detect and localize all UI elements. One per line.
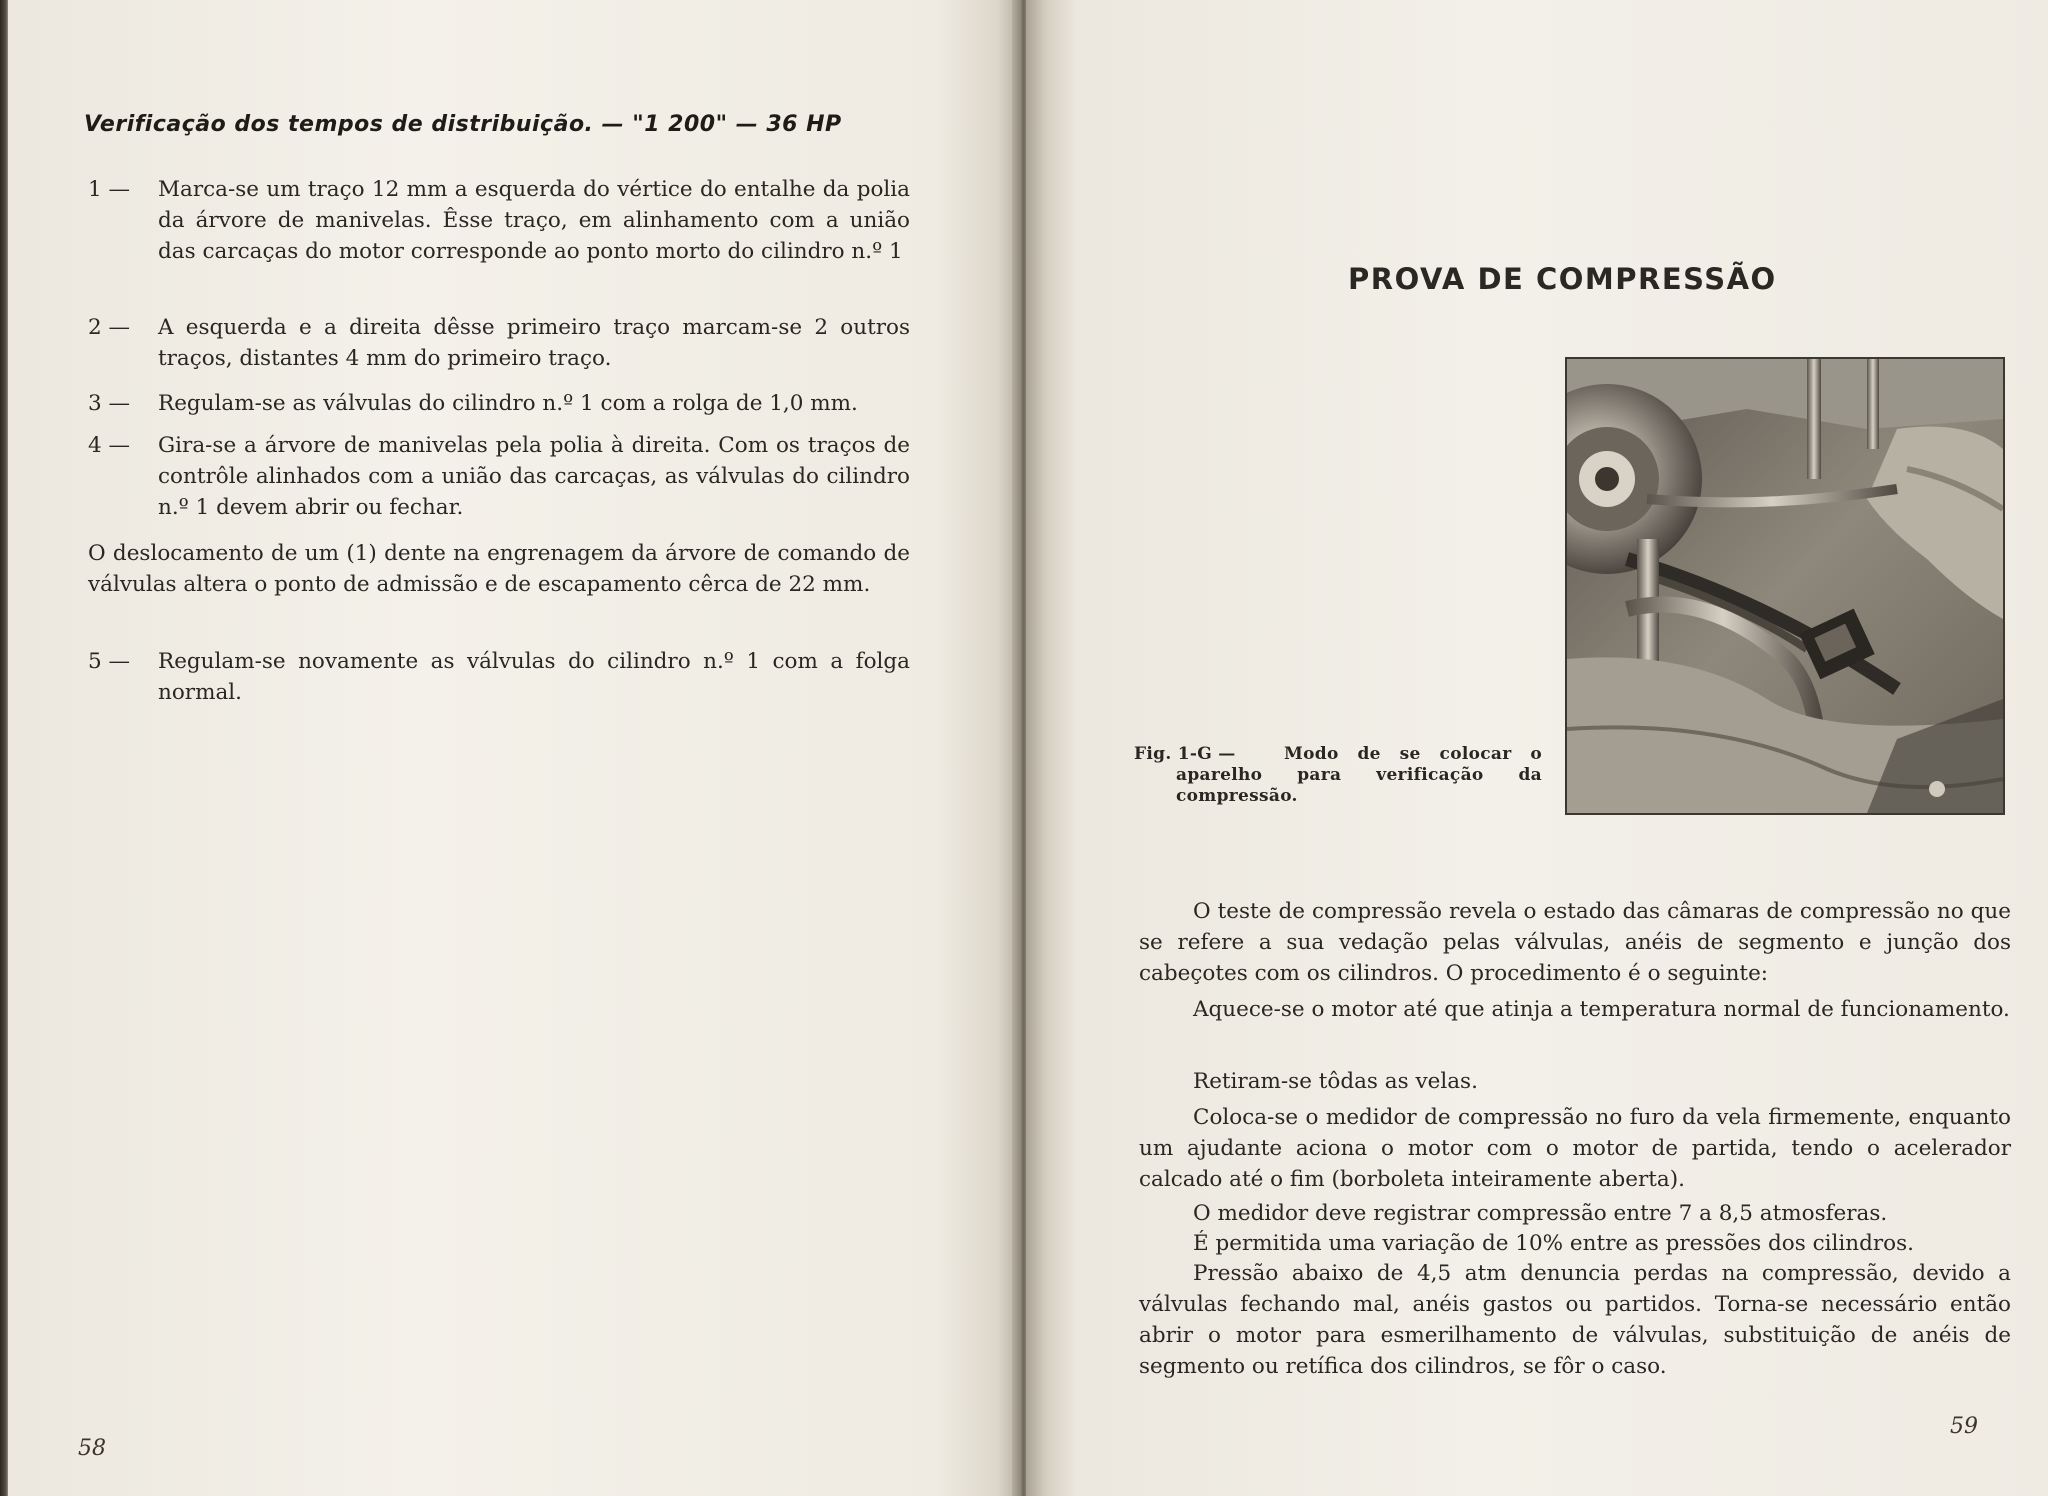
step-number: 1 — (88, 177, 131, 202)
caption-label: Fig. 1-G — (1134, 744, 1236, 764)
step-text: Regulam-se novamente as válvulas do cilindro n.º 1 com a folga normal. (158, 649, 910, 705)
step-number: 3 — (88, 391, 131, 416)
figure-caption (1134, 744, 1542, 807)
paragraph: É permitida uma variação de 10% entre as pressões dos cilindros. (1193, 1231, 1914, 1256)
step-item (84, 430, 910, 523)
step-number: 4 — (88, 433, 131, 458)
right-page (1026, 0, 2048, 1496)
page-number: 58 (78, 1436, 106, 1461)
paragraph: Pressão abaixo de 4,5 atm denuncia perdas na compressão, devido a válvulas fechando mal, anéis gastos ou partidos. Torna-se necessário então abrir o motor para esmerilhamento de válvulas, substituição de anéis de segmento ou retífica dos cilindros, se fôr o caso. (1139, 1261, 2011, 1379)
left-page (8, 0, 1018, 1496)
step-item (84, 388, 910, 419)
engine-photo-image (1567, 359, 2003, 813)
step-number: 5 — (88, 649, 131, 674)
paragraph: Coloca-se o medidor de compressão no furo da vela firmemente, enquanto um ajudante aciona o motor com o motor de partida, tendo o acelerador calcado até o fim (borboleta inteiramente aberta). (1139, 1105, 2011, 1192)
step-text: A esquerda e a direita dêsse primeiro traço marcam-se 2 outros traços, distantes 4 mm do primeiro traço. (158, 315, 910, 371)
section-heading: Verificação dos tempos de distribuição. — "1 200" — 36 HP (84, 112, 842, 137)
step-text: Regulam-se as válvulas do cilindro n.º 1 com a rolga de 1,0 mm. (158, 391, 858, 416)
paragraph: Aquece-se o motor até que atinja a temperatura normal de funcionamento. (1193, 997, 2010, 1022)
page-title: PROVA DE COMPRESSÃO (1348, 262, 1777, 296)
step-item (84, 312, 910, 374)
step-number: 2 — (88, 315, 131, 340)
paragraph: O medidor deve registrar compressão entre 7 a 8,5 atmosferas. (1193, 1201, 1888, 1226)
step-text: Marca-se um traço 12 mm a esquerda do vértice do entalhe da polia da árvore de manivelas. Êsse traço, em alinhamento com a união das carcaças do motor corresponde ao ponto morto do cilindro n.º 1 (158, 177, 910, 264)
step-item (84, 646, 910, 708)
step-item (84, 174, 910, 267)
paragraph: O deslocamento de um (1) dente na engrenagem da árvore de comando de válvulas altera o ponto de admissão e de escapamento cêrca de 22 mm. (88, 541, 910, 597)
step-text: Gira-se a árvore de manivelas pela polia à direita. Com os traços de contrôle alinhados com a união das carcaças, as válvulas do cilindro n.º 1 devem abrir ou fechar. (158, 433, 910, 520)
engine-photo (1565, 357, 2005, 815)
paragraph: O teste de compressão revela o estado das câmaras de compressão no que se refere a sua vedação pelas válvulas, anéis de segmento e junção dos cabeçotes com os cilindros. O procedimento é o seguinte: (1139, 899, 2011, 986)
paragraph: Retiram-se tôdas as velas. (1193, 1069, 1478, 1094)
page-number: 59 (1950, 1414, 1978, 1439)
caption-text: Modo de se colocar o aparelho para verificação da compressão. (1176, 744, 1542, 806)
